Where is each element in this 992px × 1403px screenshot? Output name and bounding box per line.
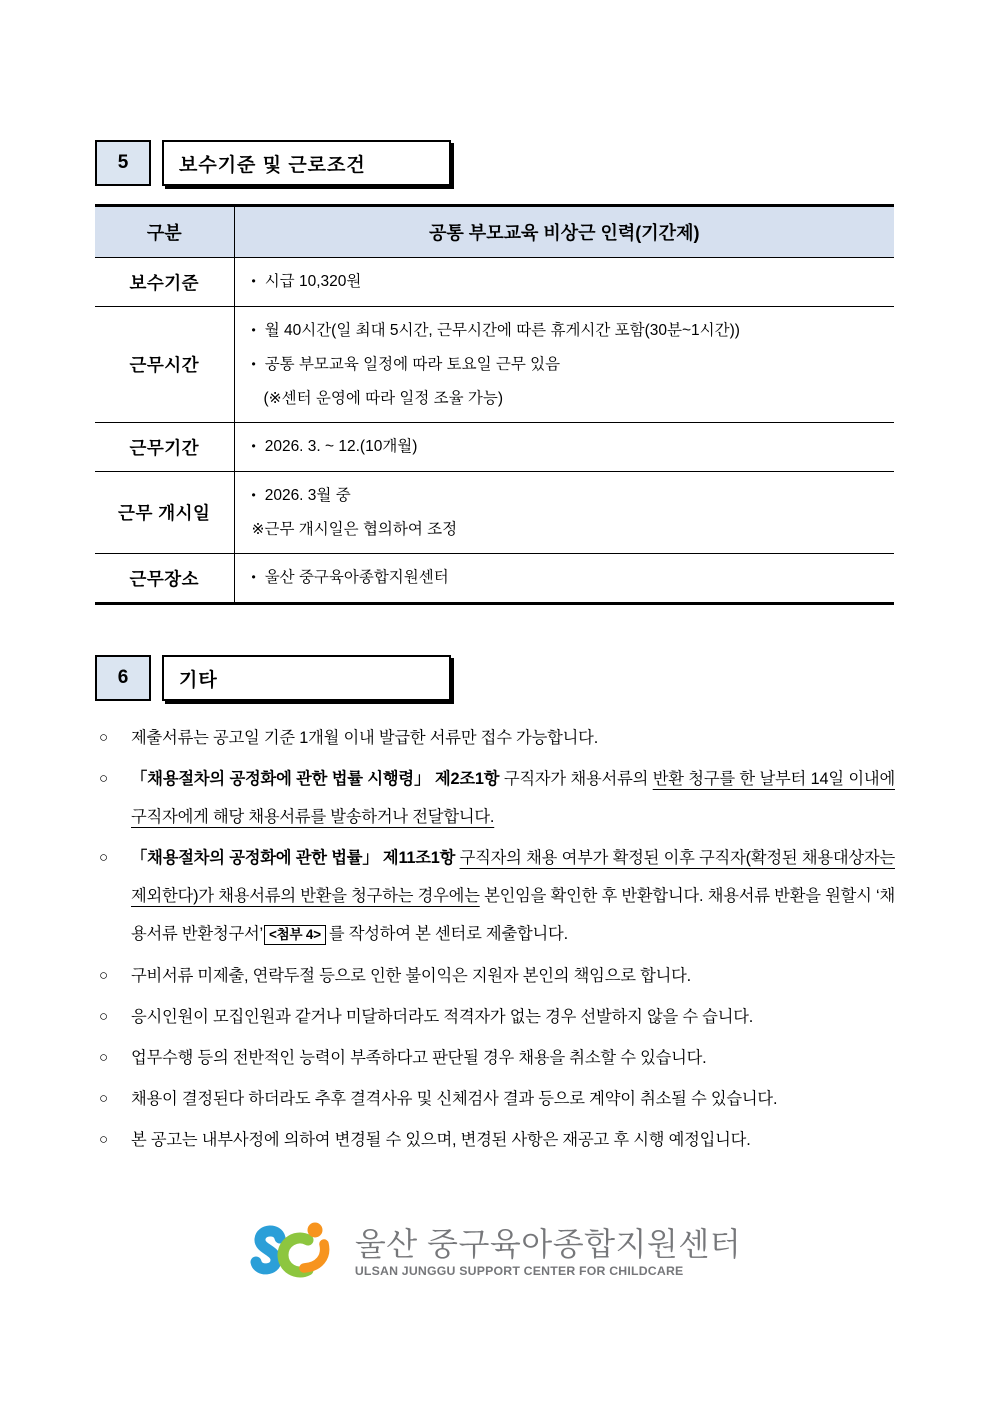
cell-line [252, 382, 885, 415]
row-label: 근무기간 [95, 423, 234, 472]
list-item [99, 1080, 895, 1118]
note-text: 응시인원이 모집인원과 같거나 미달하더라도 적격자가 없는 경우 선발하지 않을 수 습니다. [131, 1008, 754, 1026]
logo-korean-name: 울산 중구육아종합지원센터 [354, 1225, 742, 1262]
bullet-dot-icon: • [251, 488, 256, 502]
note-text: 구비서류 미제출, 연락두절 등으로 인한 불이익은 지원자 본인의 책임으로 합니다. [131, 967, 691, 985]
list-item [99, 957, 895, 995]
circle-bullet-icon: ○ [99, 967, 109, 984]
footer-logo [95, 1217, 895, 1287]
section5-title-box: 보수기준 및 근로조건 [162, 140, 451, 186]
list-item [99, 1121, 895, 1159]
bullet-dot-icon: • [251, 570, 256, 584]
cell-line [252, 561, 885, 595]
row-label: 근무장소 [95, 554, 234, 604]
circle-bullet-icon: ○ [99, 729, 109, 746]
note-text: 본 공고는 내부사정에 의하여 변경될 수 있으며, 변경된 사항은 재공고 후 시행 예정입니다. [131, 1131, 751, 1149]
bullet-dot-icon: • [251, 323, 256, 337]
bullet-dot-icon: • [251, 357, 256, 371]
note-text: 「채용절차의 공정화에 관한 법률 시행령」 제2조1항 구직자가 채용서류의 반환 청구를 한 날부터 14일 이내에 구직자에게 해당 채용서류를 발송하거나 전달합니다. [131, 770, 895, 826]
table-row [95, 472, 894, 554]
circle-bullet-icon: ○ [99, 1049, 109, 1066]
cell-line [252, 479, 885, 513]
section6-header [95, 655, 895, 701]
logo-text-block [355, 1226, 741, 1279]
cell-line [252, 348, 885, 382]
conditions-table [95, 204, 894, 605]
row-content [234, 554, 894, 604]
table-header-category: 구분 [95, 206, 234, 258]
row-content [234, 423, 894, 472]
notes-list [95, 719, 895, 1159]
cell-line [252, 265, 885, 299]
center-logo-icon [249, 1217, 339, 1287]
table-row [95, 307, 894, 423]
cell-text: ※근무 개시일은 협의하여 조정 [251, 521, 458, 538]
row-content [234, 258, 894, 307]
section5-number-box: 5 [95, 140, 151, 186]
cell-text: 2026. 3월 중 [264, 487, 351, 504]
section6-number-box: 6 [95, 655, 151, 701]
section5-header [95, 140, 895, 186]
list-item [99, 1039, 895, 1077]
row-content [234, 472, 894, 554]
table-header-position: 공통 부모교육 비상근 인력(기간제) [234, 206, 894, 258]
bullet-dot-icon: • [251, 439, 256, 453]
section6-title-box: 기타 [162, 655, 451, 701]
row-content [234, 307, 894, 423]
logo-english-name: ULSAN JUNGGU SUPPORT CENTER FOR CHILDCARE [354, 1264, 684, 1279]
circle-bullet-icon: ○ [99, 1090, 109, 1107]
note-text: 「채용절차의 공정화에 관한 법률」 제11조1항 구직자의 채용 여부가 확정된 이후 구직자(확정된 채용대상자는 제외한다)가 채용서류의 반환을 청구하는 경우에는 본인임을 확인한 후 반환합니다. 채용서류 반환을 원할시 ‘채용서류 반환청구서’ <첨부 4> 를 작성하여 본 센터로 제출합니다. [131, 849, 895, 943]
row-label: 근무시간 [95, 307, 234, 423]
cell-text: 시급 10,320원 [264, 273, 362, 290]
cell-text: 월 40시간(일 최대 5시간, 근무시간에 따른 휴게시간 포함(30분~1시간)) [264, 322, 740, 339]
bullet-dot-icon: • [251, 274, 256, 288]
cell-text: 울산 중구육아종합지원센터 [264, 569, 449, 586]
table-header-row [95, 206, 894, 258]
circle-bullet-icon: ○ [99, 1131, 109, 1148]
list-item [99, 719, 895, 757]
row-label: 보수기준 [95, 258, 234, 307]
attachment-reference-badge: <첨부 4> [264, 925, 326, 945]
cell-line [252, 513, 885, 546]
circle-bullet-icon: ○ [99, 849, 109, 866]
row-label: 근무 개시일 [95, 472, 234, 554]
note-text: 채용이 결정된다 하더라도 추후 결격사유 및 신체검사 결과 등으로 계약이 취소될 수 있습니다. [131, 1090, 778, 1108]
list-item [99, 760, 895, 836]
cell-text: 2026. 3. ~ 12.(10개월) [264, 438, 418, 455]
note-text: 업무수행 등의 전반적인 능력이 부족하다고 판단될 경우 채용을 취소할 수 있습니다. [131, 1049, 707, 1067]
list-item [99, 839, 895, 954]
cell-text: (※센터 운영에 따라 일정 조율 가능) [263, 390, 503, 407]
note-text: 제출서류는 공고일 기준 1개월 이내 발급한 서류만 접수 가능합니다. [131, 729, 599, 747]
table-row [95, 258, 894, 307]
circle-bullet-icon: ○ [99, 770, 109, 787]
circle-bullet-icon: ○ [99, 1008, 109, 1025]
table-row [95, 423, 894, 472]
cell-line [252, 314, 885, 348]
list-item [99, 998, 895, 1036]
table-row [95, 554, 894, 604]
cell-line [252, 430, 885, 464]
cell-text: 공통 부모교육 일정에 따라 토요일 근무 있음 [264, 356, 561, 373]
